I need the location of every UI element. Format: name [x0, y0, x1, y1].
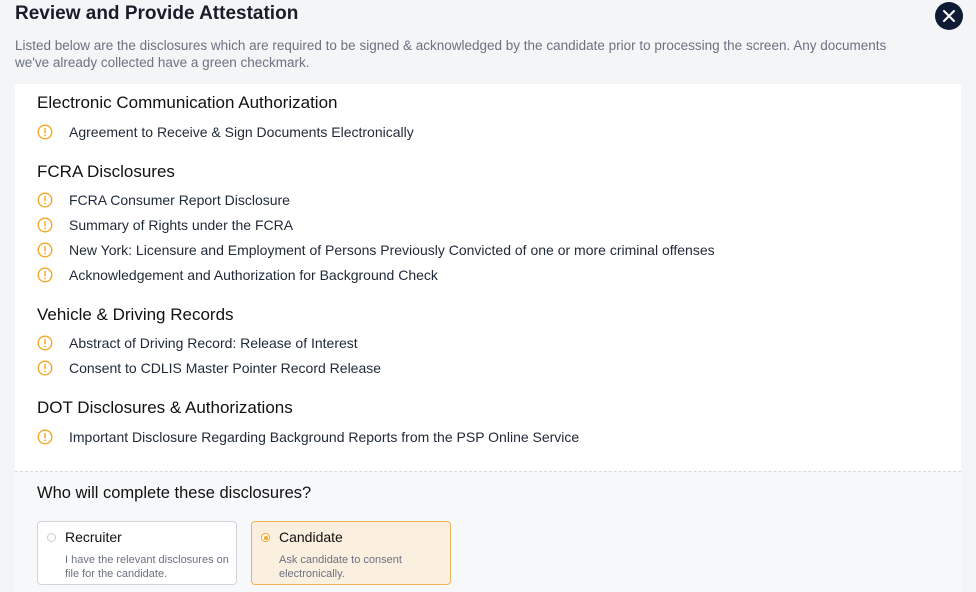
warning-circle-icon — [37, 242, 53, 258]
warning-circle-icon — [37, 429, 53, 445]
disclosure-item-label: Acknowledgement and Authorization for Background Check — [69, 267, 438, 283]
disclosure-item — [37, 190, 290, 210]
recruiter-option-description: I have the relevant disclosures on file for the candidate. — [65, 554, 229, 580]
section-title-dot: DOT Disclosures & Authorizations — [37, 398, 293, 417]
candidate-option-title: Candidate — [279, 529, 343, 545]
completion-question: Who will complete these disclosures? — [37, 484, 312, 502]
section-title-electronic-communication: Electronic Communication Authorization — [37, 93, 338, 112]
disclosure-item-label: FCRA Consumer Report Disclosure — [69, 192, 290, 208]
dialog-subtitle: Listed below are the disclosures which are required to be signed & acknowledged by the candidate prior to processing the screen. Any documents we've already collected have a green checkmark. — [15, 38, 887, 70]
warning-circle-icon — [37, 124, 53, 140]
dialog-title: Review and Provide Attestation — [15, 3, 299, 24]
disclosure-item-label: Summary of Rights under the FCRA — [69, 217, 294, 233]
close-icon — [942, 9, 956, 23]
disclosure-item-label: Important Disclosure Regarding Background Reports from the PSP Online Service — [69, 429, 580, 445]
candidate-option[interactable] — [251, 521, 451, 585]
close-button[interactable] — [935, 2, 963, 30]
disclosure-item — [37, 240, 715, 260]
section-title-fcra: FCRA Disclosures — [37, 162, 175, 181]
recruiter-radio[interactable] — [47, 533, 56, 542]
disclosure-item-label: Consent to CDLIS Master Pointer Record Release — [69, 360, 382, 376]
warning-circle-icon — [37, 335, 53, 351]
completion-panel — [15, 472, 961, 592]
disclosure-item — [37, 333, 358, 353]
disclosure-item — [37, 358, 381, 378]
disclosure-item — [37, 215, 293, 235]
recruiter-option-title: Recruiter — [65, 529, 122, 545]
disclosure-item-label: Abstract of Driving Record: Release of Interest — [69, 335, 358, 351]
warning-circle-icon — [37, 267, 53, 283]
disclosure-item — [37, 122, 414, 142]
disclosure-item — [37, 427, 579, 447]
section-title-vehicle-driving: Vehicle & Driving Records — [37, 305, 234, 324]
candidate-radio[interactable] — [261, 533, 270, 542]
warning-circle-icon — [37, 217, 53, 233]
disclosures-panel — [15, 84, 961, 472]
warning-circle-icon — [37, 192, 53, 208]
disclosure-item — [37, 265, 438, 285]
disclosure-item-label: Agreement to Receive & Sign Documents Electronically — [69, 124, 414, 140]
recruiter-option[interactable] — [37, 521, 237, 585]
disclosure-item-label: New York: Licensure and Employment of Persons Previously Convicted of one or more criminal offenses — [69, 242, 715, 258]
warning-circle-icon — [37, 360, 53, 376]
candidate-option-description: Ask candidate to consent electronically. — [279, 554, 402, 580]
